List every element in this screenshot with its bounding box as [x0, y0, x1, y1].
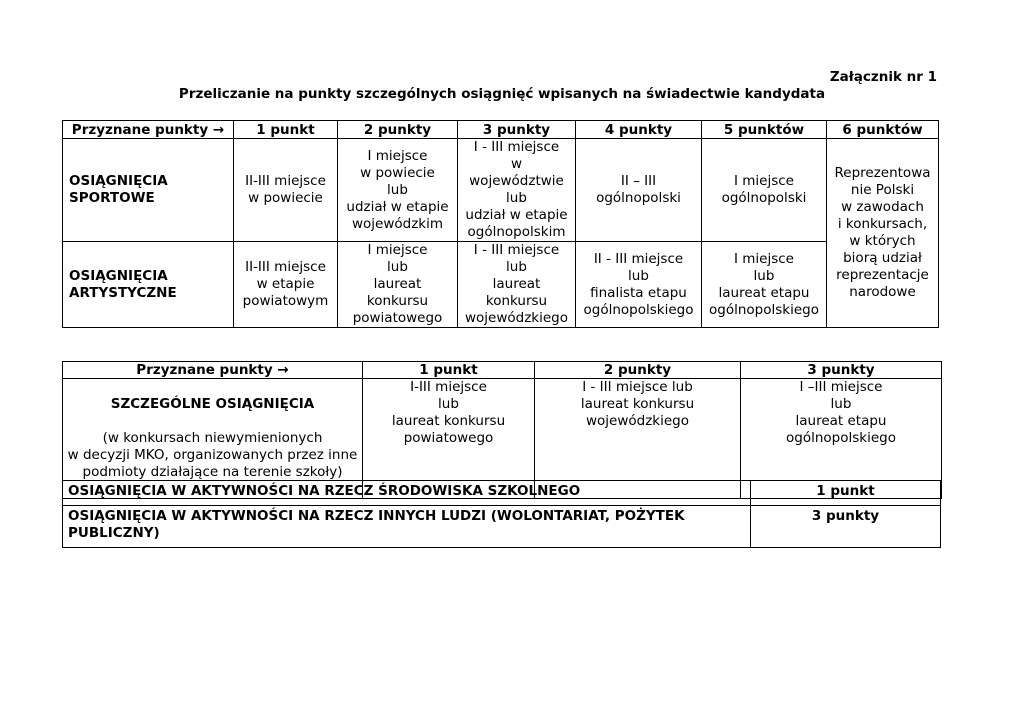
header-cell: 3 punkty — [458, 121, 576, 139]
points-table-sport-art — [62, 120, 939, 328]
header-cell: 1 punkt — [363, 362, 535, 379]
points-table-activity — [62, 480, 941, 548]
header-cell: 5 punktów — [702, 121, 827, 139]
header-cell: Przyznane punkty → — [63, 121, 234, 139]
points-table-special — [62, 361, 942, 499]
row-label-sport: OSIĄGNIĘCIA SPORTOWE — [63, 139, 234, 242]
table-cell: I miejsce ogólnopolski — [702, 139, 827, 242]
table-cell: I - III miejsce lub laureat konkursu wojewódzkiego — [535, 379, 741, 499]
table-header-row — [63, 362, 942, 379]
table-cell: I - III miejsce w województwie lub udział w etapie ogólnopolskim — [458, 139, 576, 242]
activity-school-points: 1 punkt — [751, 481, 941, 506]
table-cell: I miejsce lub laureat etapu ogólnopolskiego — [702, 242, 827, 328]
table-cell: I miejsce lub laureat konkursu powiatowego — [338, 242, 458, 328]
header-cell: 2 punkty — [338, 121, 458, 139]
header-cell: 1 punkt — [234, 121, 338, 139]
document-title: Przeliczanie na punkty szczególnych osiągnięć wpisanych na świadectwie kandydata — [178, 86, 826, 102]
table-row — [63, 481, 941, 506]
header-cell: 2 punkty — [535, 362, 741, 379]
table-cell: I –III miejsce lub laureat etapu ogólnopolskiego — [741, 379, 942, 499]
annex-label: Załącznik nr 1 — [829, 69, 937, 85]
header-cell: 3 punkty — [741, 362, 942, 379]
special-achievements-desc: (w konkursach niewymienionych w decyzji MKO, organizowanych przez inne podmioty działające na terenie szkoły) — [67, 430, 358, 480]
table-row — [63, 506, 941, 548]
table-cell: II – III ogólnopolski — [576, 139, 702, 242]
table-cell: I-III miejsce lub laureat konkursu powiatowego — [363, 379, 535, 499]
special-achievements-title: SZCZEGÓLNE OSIĄGNIĘCIA — [110, 396, 315, 412]
table-header-row — [63, 121, 939, 139]
row-label-art: OSIĄGNIĘCIA ARTYSTYCZNE — [63, 242, 234, 328]
activity-others-points: 3 punkty — [751, 506, 941, 548]
header-cell: 6 punktów — [827, 121, 939, 139]
table-row — [63, 242, 939, 328]
table-cell: I miejsce w powiecie lub udział w etapie wojewódzkim — [338, 139, 458, 242]
header-cell: Przyznane punkty → — [63, 362, 363, 379]
header-cell: 4 punkty — [576, 121, 702, 139]
table-cell: I - III miejsce lub laureat konkursu wojewódzkiego — [458, 242, 576, 328]
activity-school-label: OSIĄGNIĘCIA W AKTYWNOŚCI NA RZECZ ŚRODOWISKA SZKOLNEGO — [63, 481, 751, 506]
activity-others-label: OSIĄGNIĘCIA W AKTYWNOŚCI NA RZECZ INNYCH LUDZI (WOLONTARIAT, POŻYTEK PUBLICZNY) — [63, 506, 751, 548]
table-cell: II-III miejsce w etapie powiatowym — [234, 242, 338, 328]
table-cell: II-III miejsce w powiecie — [234, 139, 338, 242]
six-points-cell: Reprezentowa nie Polski w zawodach i konkursach, w których biorą udział reprezentacje narodowe — [827, 139, 939, 328]
table-cell: II - III miejsce lub finalista etapu ogólnopolskiego — [576, 242, 702, 328]
table-row — [63, 139, 939, 242]
